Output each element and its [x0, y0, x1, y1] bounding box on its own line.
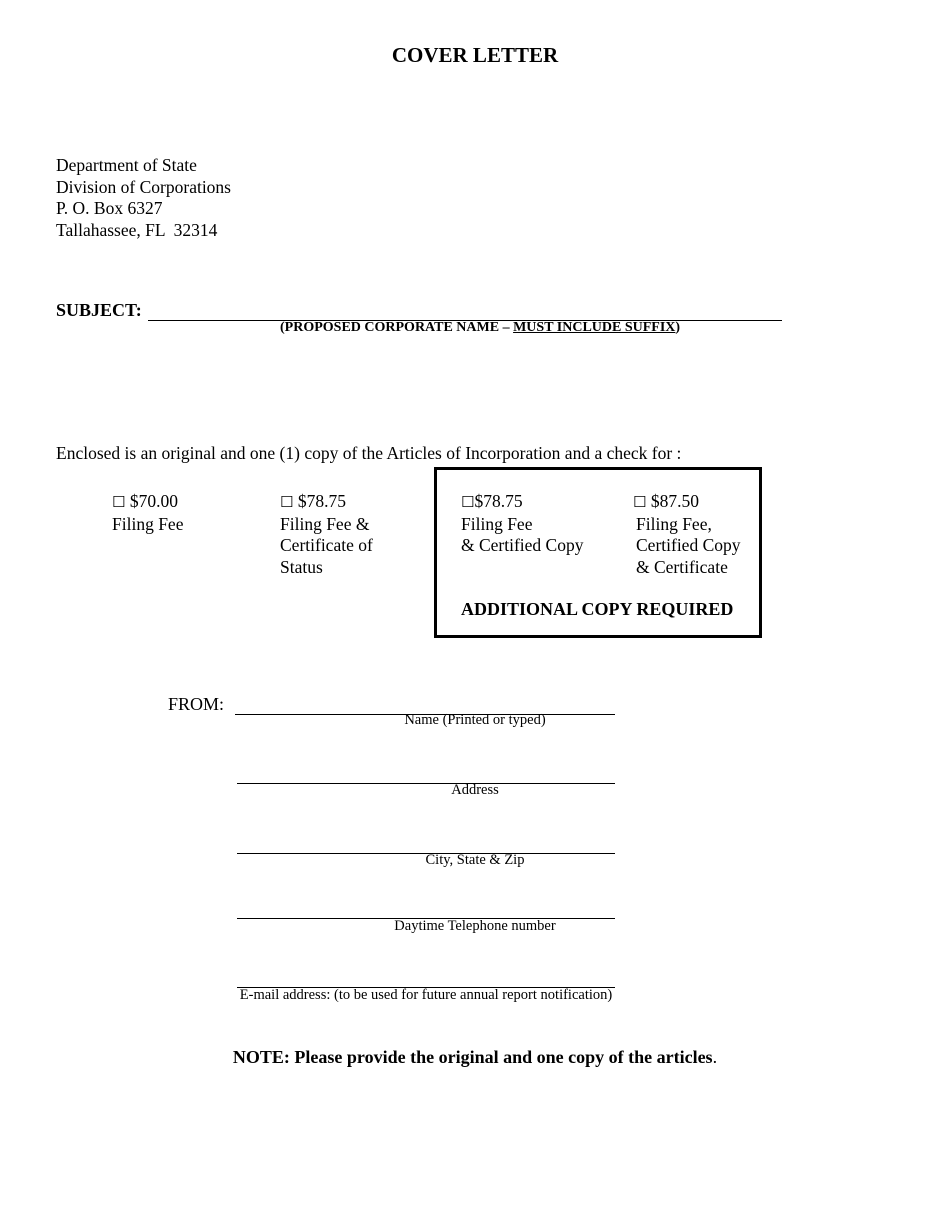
- subject-caption-underlined: MUST INCLUDE SUFFIX: [513, 320, 676, 335]
- telephone-caption: Daytime Telephone number: [394, 918, 556, 934]
- fee-option-7875-copy-checkbox[interactable]: ☐: [461, 493, 475, 511]
- fee-option-7875-status-desc-2: Certificate of: [280, 535, 373, 555]
- email-caption: E-mail address: (to be used for future annual report notification): [239, 987, 613, 1003]
- address-line-3: P. O. Box 6327: [56, 198, 163, 218]
- enclosed-statement: Enclosed is an original and one (1) copy of the Articles of Incorporation and a check for :: [56, 443, 682, 463]
- fee-option-7875-copy-amount: $78.75: [474, 491, 523, 511]
- recipient-address: [56, 155, 231, 241]
- fee-option-8750-amount: $87.50: [650, 491, 699, 511]
- fee-option-70-desc-1: Filing Fee: [112, 513, 184, 534]
- fee-option-70: [112, 491, 183, 535]
- subject-caption: [280, 320, 680, 336]
- note-bold-text: NOTE: Please provide the original and one copy of the articles: [232, 1047, 713, 1067]
- fee-option-7875-status-desc-3: Status: [280, 556, 323, 577]
- fee-option-70-checkbox[interactable]: ☐: [112, 493, 126, 511]
- note: [0, 1047, 950, 1068]
- city-state-zip-caption: City, State & Zip: [425, 852, 525, 868]
- fee-option-8750-desc-2: Certified Copy: [636, 535, 741, 555]
- fee-option-8750-desc-3: & Certificate: [636, 556, 728, 577]
- fee-option-7875-copy-desc-2: & Certified Copy: [461, 535, 584, 555]
- address-line-1: Department of State: [56, 155, 197, 175]
- subject-label: SUBJECT:: [56, 300, 142, 320]
- additional-copy-label: ADDITIONAL COPY REQUIRED: [461, 599, 734, 619]
- fee-option-70-amount: $70.00: [129, 491, 178, 511]
- fee-option-7875-status: [280, 491, 373, 578]
- fee-option-7875-status-desc-1: Filing Fee &: [280, 513, 370, 534]
- fee-option-8750-checkbox[interactable]: ☐: [633, 493, 647, 511]
- address-line-4: Tallahassee, FL 32314: [56, 219, 218, 240]
- name-caption: Name (Printed or typed): [404, 712, 546, 728]
- fee-option-7875-copy: [461, 491, 583, 557]
- fee-option-8750-desc-1: Filing Fee,: [636, 513, 712, 534]
- subject-caption-suffix: ): [675, 320, 681, 335]
- address-caption: Address: [451, 782, 499, 798]
- fee-option-7875-status-amount: $78.75: [297, 491, 346, 511]
- address-line-2: Division of Corporations: [56, 176, 231, 197]
- page-title: COVER LETTER: [391, 43, 559, 67]
- fee-option-7875-status-checkbox[interactable]: ☐: [280, 493, 294, 511]
- fee-option-7875-copy-desc-1: Filing Fee: [461, 513, 533, 534]
- fee-option-8750: [633, 491, 741, 578]
- subject-caption-prefix: (PROPOSED CORPORATE NAME –: [280, 320, 514, 335]
- from-label: FROM:: [168, 694, 225, 714]
- note-period: .: [712, 1047, 718, 1067]
